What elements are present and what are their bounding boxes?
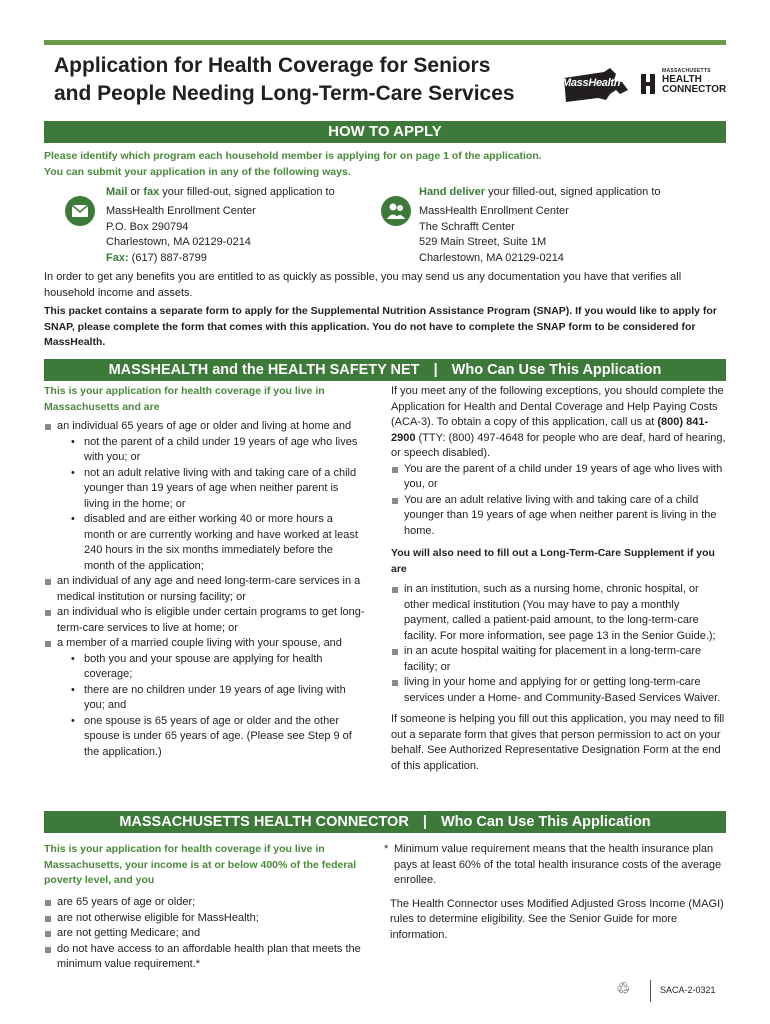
fax-line bbox=[106, 251, 386, 267]
connector-mark-icon bbox=[640, 72, 658, 96]
mh-item-1: an individual 65 years of age or older and living at home and bbox=[57, 420, 352, 432]
masshealth-intro bbox=[44, 384, 374, 415]
ltc-heading: You will also need to fill out a Long-Term-Care Supplement if you are bbox=[391, 547, 715, 575]
masshealth-eligibility-list bbox=[44, 419, 366, 760]
mail-address bbox=[106, 204, 386, 266]
note-asterisk: * bbox=[384, 843, 389, 855]
representative-paragraph: If someone is helping you fill out this application, you may need to fill out a separate form that gives that person permission to act on your behalf. See Authorized Representative Designation Form at the end of this application. bbox=[391, 713, 725, 772]
list-item: an individual who is eligible under certain programs to get long-term-care services to live at home; or bbox=[44, 605, 366, 636]
recycle-icon: ♲ bbox=[616, 981, 631, 998]
masshealth-bar-left: MASSHEALTH and the HEALTH SAFETY NET bbox=[108, 362, 420, 378]
phone-number: (800) 841-2900 bbox=[391, 416, 709, 444]
hand-line-1: MassHealth Enrollment Center bbox=[419, 205, 569, 217]
connector-eligibility-list bbox=[44, 895, 366, 973]
mail-or: or bbox=[127, 186, 144, 198]
masshealth-bar-right: Who Can Use This Application bbox=[451, 362, 662, 378]
connector-right-column bbox=[384, 842, 726, 943]
mh-intro-line-2: Massachusetts and are bbox=[44, 400, 160, 413]
connector-state-label: MASSACHUSETTS bbox=[662, 68, 711, 74]
connector-health-label: HEALTH bbox=[662, 74, 702, 85]
hand-line-4: Charlestown, MA 02129-0214 bbox=[419, 251, 564, 264]
title-line-1: Application for Health Coverage for Seniors bbox=[54, 54, 491, 77]
masshealth-right-column bbox=[391, 384, 726, 774]
footer-divider bbox=[650, 980, 651, 1002]
list-item: • disabled and are either working 40 or more hours a month or are currently working and have worked at least 240 hours in the six months immediately before the month of the application; bbox=[71, 512, 366, 574]
intro-line-2: You can submit your application in any of the following ways. bbox=[44, 165, 351, 178]
how-to-apply-bar: HOW TO APPLY bbox=[44, 121, 726, 143]
masshealth-wordmark: MassHealth bbox=[562, 77, 621, 89]
mail-icon bbox=[65, 196, 95, 226]
hand-deliver-address bbox=[419, 204, 719, 266]
list-item: • not the parent of a child under 19 years of age who lives with you; or bbox=[71, 435, 366, 466]
exceptions-paragraph bbox=[391, 384, 726, 462]
list-item: • there are no children under 19 years of age living with you; and bbox=[71, 683, 366, 714]
mh-item-4: a member of a married couple living with your spouse, and bbox=[57, 637, 342, 649]
list-item: • one spouse is 65 years of age or older and the other spouse is under 65 years of age. (Please see Step 9 of the application.) bbox=[71, 714, 366, 761]
list-item: are not otherwise eligible for MassHealth; bbox=[44, 911, 366, 927]
mh-intro-line-1: This is your application for health coverage if you live in bbox=[44, 385, 325, 397]
mail-heading bbox=[106, 185, 386, 201]
connector-bar-right: Who Can Use This Application bbox=[440, 814, 651, 830]
intro-line-1: Please identify which program each household member is applying for on page 1 of the application. bbox=[44, 150, 542, 162]
connector-bar bbox=[44, 811, 726, 833]
list-item: You are the parent of a child under 19 years of age who lives with you, or bbox=[391, 462, 726, 493]
list-item: in an institution, such as a nursing home, chronic hospital, or other medical institution (You may have to pay a monthly payment, called a patient-paid amount, to the long-term-care facility. For more information, see page 13 in the Senior Guide.); bbox=[391, 582, 726, 644]
connector-connector-label: CONNECTOR bbox=[662, 84, 727, 95]
hand-line-3: 529 Main Street, Suite 1M bbox=[419, 236, 547, 248]
mail-head-rest: your filled-out, signed application to bbox=[159, 186, 335, 198]
magi-paragraph: The Health Connector uses Modified Adjusted Gross Income (MAGI) rules to determine eligibility. See the Senior Guide for more information. bbox=[390, 897, 724, 941]
health-connector-logo bbox=[640, 68, 727, 100]
list-item: are 65 years of age or older; bbox=[44, 895, 366, 911]
list-item bbox=[44, 419, 366, 574]
mail-line-2: P.O. Box 290794 bbox=[106, 220, 189, 233]
list-item: living in your home and applying for or getting long-term-care services under a Home- and Community-Based Services Waiver. bbox=[391, 675, 726, 706]
list-item: do not have access to an affordable health plan that meets the minimum value requirement.* bbox=[44, 942, 366, 973]
top-rule bbox=[44, 40, 726, 45]
list-item: • not an adult relative living with and taking care of a child younger than 19 years of age when neither parent is living in the home; or bbox=[71, 466, 366, 513]
exceptions-text-a: If you meet any of the following exceptions, you should complete the Application for Health and Dental Coverage and Help Paying Costs (ACA-3). To obtain a copy of this application, call us at bbox=[391, 385, 724, 428]
list-item: an individual of any age and need long-term-care services in a medical institution or nursing facility; or bbox=[44, 574, 366, 605]
list-item: in an acute hospital waiting for placement in a long-term-care facility; or bbox=[391, 644, 726, 675]
mail-line-3: Charlestown, MA 02129-0214 bbox=[106, 236, 251, 248]
exceptions-text-b: (TTY: (800) 497-4648 for people who are deaf, hard of hearing, or speech disabled). bbox=[391, 431, 726, 459]
people-icon bbox=[381, 196, 411, 226]
hand-deliver-word: Hand deliver bbox=[419, 186, 486, 198]
hand-line-2: The Schrafft Center bbox=[419, 220, 515, 233]
list-item: • both you and your spouse are applying for health coverage; bbox=[71, 652, 366, 683]
title-line-2: and People Needing Long-Term-Care Services bbox=[54, 82, 515, 105]
page-title bbox=[54, 52, 554, 108]
minimum-value-note bbox=[384, 842, 726, 889]
list-item: are not getting Medicare; and bbox=[44, 926, 366, 942]
documentation-paragraph: In order to get any benefits you are entitled to as quickly as possible, you may send us any documentation you have that verifies all household income and assets. bbox=[44, 271, 682, 299]
form-code: SACA-2-0321 bbox=[660, 985, 716, 995]
list-item: You are an adult relative living with and taking care of a child younger than 19 years of age when neither parent is living in the home. bbox=[391, 493, 726, 540]
connector-bar-left: MASSACHUSETTS HEALTH CONNECTOR bbox=[119, 814, 409, 830]
fax-number: (617) 887-8799 bbox=[128, 251, 207, 264]
fax-word: fax bbox=[143, 186, 160, 198]
hand-deliver-heading bbox=[419, 185, 719, 201]
masshealth-bar bbox=[44, 359, 726, 381]
masshealth-bar-sep: | bbox=[433, 362, 438, 378]
connector-bar-sep: | bbox=[422, 814, 427, 830]
masshealth-logo bbox=[560, 64, 632, 106]
connector-intro: This is your application for health coverage if you live in Massachusetts, your income is at or below 400% of the federal poverty level, and you bbox=[44, 843, 357, 886]
fax-label: Fax: bbox=[106, 251, 129, 264]
list-item bbox=[44, 636, 366, 760]
how-to-apply-intro bbox=[44, 149, 734, 180]
snap-paragraph: This packet contains a separate form to apply for the Supplemental Nutrition Assistance Program (SNAP). If you would like to apply for SNAP, please complete the form that comes with this application. You do not have to complete the SNAP form to be considered for MassHealth. bbox=[44, 305, 717, 348]
mail-word: Mail bbox=[106, 186, 128, 198]
mail-line-1: MassHealth Enrollment Center bbox=[106, 205, 256, 217]
note-text: Minimum value requirement means that the health insurance plan pays at least 60% of the total health insurance costs of the average enrollee. bbox=[394, 843, 722, 886]
hand-head-rest: your filled-out, signed application to bbox=[485, 186, 661, 198]
